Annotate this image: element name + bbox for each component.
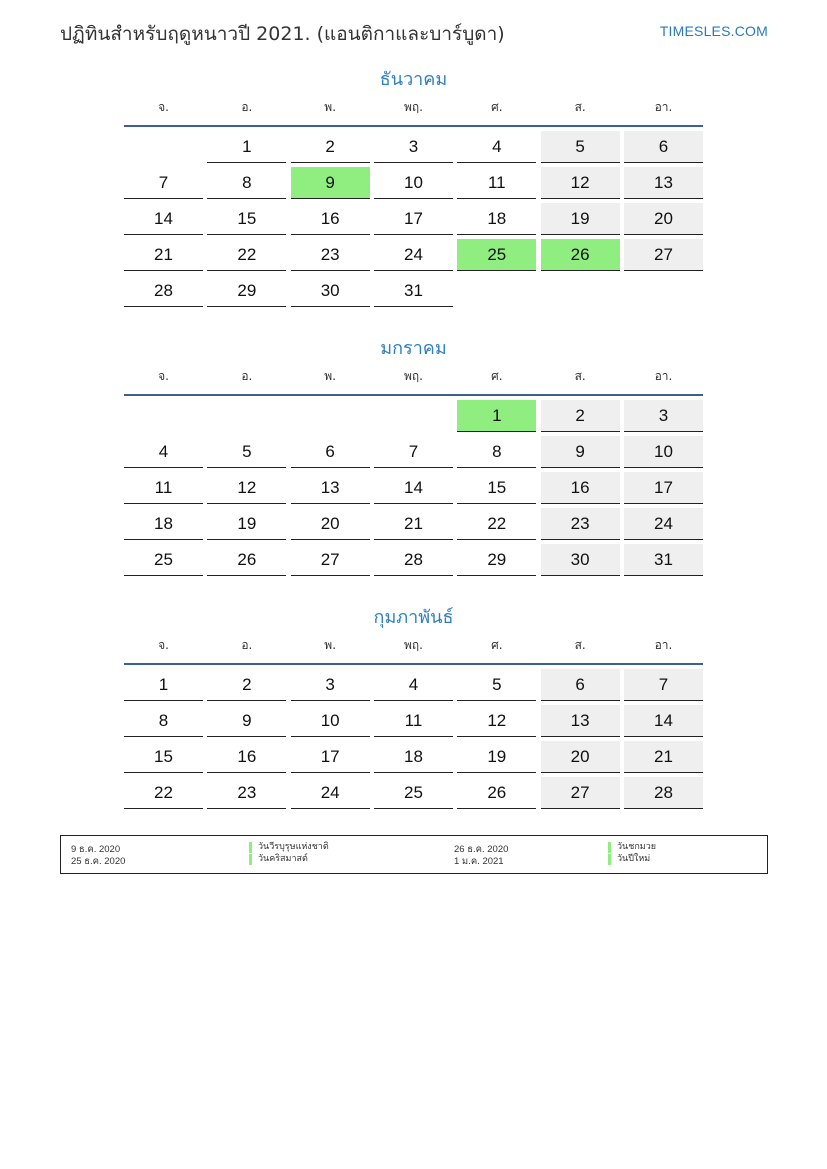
weekend-day-cell: 12 xyxy=(541,167,620,199)
day-cell: 2 xyxy=(207,669,286,701)
day-cell: 23 xyxy=(207,777,286,809)
weekday-label: พฤ. xyxy=(403,638,423,652)
day-grid xyxy=(124,131,703,307)
legend-date: 1 ม.ค. 2021 xyxy=(454,856,504,867)
day-cell: 21 xyxy=(374,508,453,540)
day-cell: 28 xyxy=(374,544,453,576)
weekend-day-cell: 16 xyxy=(541,472,620,504)
weekday-label: อา. xyxy=(654,638,673,652)
weekday-label: ส. xyxy=(574,369,586,383)
weekend-day-cell: 6 xyxy=(624,131,703,163)
header-divider xyxy=(124,663,703,665)
header-divider xyxy=(124,394,703,396)
day-cell: 7 xyxy=(124,167,203,199)
day-cell: 14 xyxy=(374,472,453,504)
weekday-label: ศ. xyxy=(491,369,503,383)
day-cell: 2 xyxy=(291,131,370,163)
empty-cell xyxy=(124,400,203,432)
day-cell: 12 xyxy=(457,705,536,737)
weekend-day-cell: 23 xyxy=(541,508,620,540)
weekday-label: พฤ. xyxy=(403,369,423,383)
holiday-day-cell: 26 xyxy=(541,239,620,271)
weekend-day-cell: 10 xyxy=(624,436,703,468)
weekend-day-cell: 20 xyxy=(541,741,620,773)
month-title: มกราคม xyxy=(380,338,447,359)
day-cell: 17 xyxy=(291,741,370,773)
weekday-label: อา. xyxy=(654,369,673,383)
weekday-header-row xyxy=(124,367,703,389)
empty-cell xyxy=(291,400,370,432)
empty-cell xyxy=(207,400,286,432)
day-cell: 24 xyxy=(291,777,370,809)
day-grid xyxy=(124,400,703,576)
weekday-label: จ. xyxy=(158,100,169,114)
weekend-day-cell: 27 xyxy=(624,239,703,271)
brand-link[interactable]: TIMESLES.COM xyxy=(659,23,768,39)
legend-holiday-name: วันปีใหม่ xyxy=(608,854,650,865)
day-cell: 18 xyxy=(374,741,453,773)
weekend-day-cell: 31 xyxy=(624,544,703,576)
day-cell: 8 xyxy=(124,705,203,737)
weekend-day-cell: 7 xyxy=(624,669,703,701)
holiday-legend xyxy=(60,835,768,874)
day-cell: 22 xyxy=(207,239,286,271)
day-cell: 18 xyxy=(124,508,203,540)
month-calendar-december xyxy=(124,68,703,307)
day-cell: 25 xyxy=(374,777,453,809)
day-cell: 8 xyxy=(207,167,286,199)
day-cell: 15 xyxy=(124,741,203,773)
day-cell: 18 xyxy=(457,203,536,235)
day-cell: 10 xyxy=(291,705,370,737)
day-cell: 27 xyxy=(291,544,370,576)
weekend-day-cell: 3 xyxy=(624,400,703,432)
day-cell: 31 xyxy=(374,275,453,307)
day-cell: 24 xyxy=(374,239,453,271)
holiday-day-cell: 9 xyxy=(291,167,370,199)
empty-cell xyxy=(374,400,453,432)
day-cell: 1 xyxy=(207,131,286,163)
header-divider xyxy=(124,125,703,127)
month-calendar-january xyxy=(124,337,703,576)
day-cell: 23 xyxy=(291,239,370,271)
weekend-day-cell: 30 xyxy=(541,544,620,576)
weekend-day-cell: 14 xyxy=(624,705,703,737)
day-cell: 12 xyxy=(207,472,286,504)
empty-cell xyxy=(124,131,203,163)
weekday-header-row xyxy=(124,98,703,120)
day-cell: 3 xyxy=(291,669,370,701)
weekday-label: จ. xyxy=(158,638,169,652)
day-cell: 22 xyxy=(457,508,536,540)
day-cell: 11 xyxy=(124,472,203,504)
legend-holiday-name: วันวีรบุรุษแห่งชาติ xyxy=(249,842,329,853)
weekend-day-cell: 20 xyxy=(624,203,703,235)
day-cell: 28 xyxy=(124,275,203,307)
day-cell: 26 xyxy=(457,777,536,809)
day-cell: 29 xyxy=(207,275,286,307)
day-cell: 4 xyxy=(374,669,453,701)
weekend-day-cell: 13 xyxy=(541,705,620,737)
day-cell: 29 xyxy=(457,544,536,576)
day-cell: 19 xyxy=(207,508,286,540)
day-cell: 13 xyxy=(291,472,370,504)
day-cell: 7 xyxy=(374,436,453,468)
day-cell: 21 xyxy=(124,239,203,271)
holiday-day-cell: 1 xyxy=(457,400,536,432)
weekday-label: ส. xyxy=(574,100,586,114)
weekday-label: อ. xyxy=(241,369,253,383)
weekend-day-cell: 2 xyxy=(541,400,620,432)
day-cell: 4 xyxy=(124,436,203,468)
day-cell: 5 xyxy=(207,436,286,468)
day-cell: 1 xyxy=(124,669,203,701)
weekday-header-row xyxy=(124,636,703,658)
weekday-label: อ. xyxy=(241,100,253,114)
weekend-day-cell: 6 xyxy=(541,669,620,701)
weekend-day-cell: 28 xyxy=(624,777,703,809)
weekend-day-cell: 24 xyxy=(624,508,703,540)
weekend-day-cell: 13 xyxy=(624,167,703,199)
weekend-day-cell: 21 xyxy=(624,741,703,773)
weekday-label: ศ. xyxy=(491,100,503,114)
weekday-label: ส. xyxy=(574,638,586,652)
day-cell: 25 xyxy=(124,544,203,576)
legend-holiday-name: วันคริสมาสต์ xyxy=(249,854,308,865)
day-cell: 19 xyxy=(457,741,536,773)
weekday-label: พ. xyxy=(324,100,337,114)
day-cell: 4 xyxy=(457,131,536,163)
legend-holiday-name: วันชกมวย xyxy=(608,842,656,853)
legend-date: 26 ธ.ค. 2020 xyxy=(454,844,509,855)
page-title: ปฏิทินสำหรับฤดูหนาวปี 2021. (แอนติกาและบาร์บูดา) xyxy=(60,23,505,45)
weekday-label: ศ. xyxy=(491,638,503,652)
day-grid xyxy=(124,669,703,809)
weekend-day-cell: 19 xyxy=(541,203,620,235)
month-calendar-february xyxy=(124,606,703,809)
day-cell: 17 xyxy=(374,203,453,235)
legend-date: 9 ธ.ค. 2020 xyxy=(71,844,121,855)
weekday-label: พ. xyxy=(324,638,337,652)
page-header xyxy=(60,19,768,45)
day-cell: 15 xyxy=(207,203,286,235)
day-cell: 9 xyxy=(207,705,286,737)
weekday-label: อ. xyxy=(241,638,253,652)
weekday-label: พ. xyxy=(324,369,337,383)
day-cell: 16 xyxy=(207,741,286,773)
day-cell: 30 xyxy=(291,275,370,307)
holiday-day-cell: 25 xyxy=(457,239,536,271)
weekend-day-cell: 9 xyxy=(541,436,620,468)
month-title: กุมภาพันธ์ xyxy=(373,607,454,628)
weekend-day-cell: 27 xyxy=(541,777,620,809)
weekday-label: อา. xyxy=(654,100,673,114)
legend-date: 25 ธ.ค. 2020 xyxy=(71,856,126,867)
day-cell: 14 xyxy=(124,203,203,235)
day-cell: 15 xyxy=(457,472,536,504)
day-cell: 11 xyxy=(374,705,453,737)
weekend-day-cell: 5 xyxy=(541,131,620,163)
day-cell: 11 xyxy=(457,167,536,199)
month-title: ธันวาคม xyxy=(379,69,448,90)
day-cell: 26 xyxy=(207,544,286,576)
day-cell: 6 xyxy=(291,436,370,468)
day-cell: 16 xyxy=(291,203,370,235)
weekday-label: จ. xyxy=(158,369,169,383)
day-cell: 20 xyxy=(291,508,370,540)
day-cell: 8 xyxy=(457,436,536,468)
day-cell: 10 xyxy=(374,167,453,199)
day-cell: 5 xyxy=(457,669,536,701)
weekday-label: พฤ. xyxy=(403,100,423,114)
day-cell: 22 xyxy=(124,777,203,809)
day-cell: 3 xyxy=(374,131,453,163)
weekend-day-cell: 17 xyxy=(624,472,703,504)
